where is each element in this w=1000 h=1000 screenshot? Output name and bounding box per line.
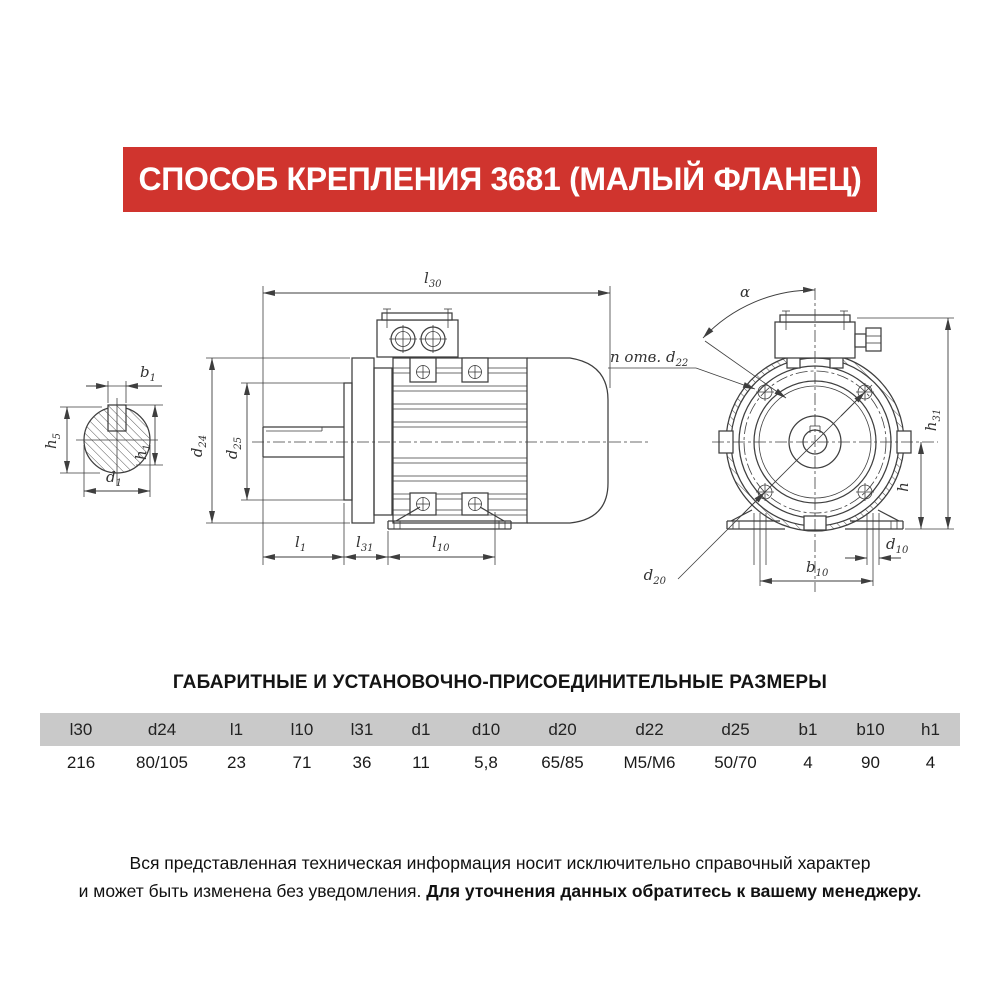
dim-label-d25: $d_{25}$	[223, 436, 244, 460]
table-values-row	[40, 746, 960, 779]
col-header-d20: d20	[521, 713, 604, 746]
fixing-lugs	[410, 358, 488, 515]
dim-label-l30: $l_{30}$	[424, 269, 442, 290]
dim-label-h31: $h_{31}$	[922, 408, 943, 432]
disclaimer-line2-bold: Для уточнения данных обратитесь к вашему менеджеру.	[426, 881, 922, 901]
dim-label-b1: $b_1$	[140, 363, 156, 384]
shaft-section-view	[42, 363, 163, 497]
dim-label-h: h	[894, 482, 912, 492]
value-d1: 11	[412, 752, 430, 772]
value-d22: M5/M6	[623, 752, 676, 772]
value-d24: 80/105	[136, 752, 188, 772]
motor-side-view	[188, 269, 648, 565]
col-header-l31: l31	[333, 713, 391, 746]
value-d10: 5,8	[474, 752, 498, 772]
dim-label-d1: $d_1$	[106, 468, 122, 489]
motor-front-view	[608, 283, 954, 592]
col-header-d10: d10	[451, 713, 521, 746]
dim-label-d10: $d_{10}$	[886, 535, 909, 556]
disclaimer-line1: Вся представленная техническая информация носит исключительно справочный характер	[129, 853, 871, 873]
value-b1: 4	[803, 752, 813, 772]
value-l1: 23	[227, 752, 246, 772]
dimensions-table	[40, 713, 960, 779]
disclaimer-line2: и может быть изменена без уведомления.	[78, 881, 422, 901]
dim-label-h1: $h_1$	[132, 443, 153, 461]
col-header-h1: h1	[901, 713, 960, 746]
value-d25: 50/70	[714, 752, 757, 772]
dim-label-d24: $d_{24}$	[188, 434, 209, 458]
col-header-l1: l1	[202, 713, 271, 746]
value-l31: 36	[352, 752, 372, 772]
value-d20: 65/85	[541, 752, 584, 772]
col-header-d25: d25	[695, 713, 776, 746]
dim-label-l10: $l_{10}$	[432, 533, 450, 554]
dim-label-n-otv-d22: n отв. $d_{22}$	[610, 348, 689, 369]
value-b10: 90	[861, 752, 880, 772]
section-title: ГАБАРИТНЫЕ И УСТАНОВОЧНО-ПРИСОЕДИНИТЕЛЬНЫЕ РАЗМЕРЫ	[172, 672, 828, 693]
col-header-b1: b1	[776, 713, 840, 746]
terminal-box-side	[377, 309, 458, 357]
dim-label-h5: $h_5$	[42, 432, 63, 450]
dim-label-alpha: α	[740, 283, 751, 301]
dim-label-l1: $l_1$	[295, 533, 307, 554]
col-header-l10: l10	[271, 713, 333, 746]
value-h1: 4	[925, 752, 936, 772]
value-l30: 216	[66, 752, 96, 772]
value-l10: 71	[292, 752, 312, 772]
col-header-d24: d24	[122, 713, 202, 746]
dim-label-d20: $d_{20}$	[643, 566, 666, 587]
col-header-d22: d22	[604, 713, 695, 746]
disclaimer	[0, 849, 1000, 905]
table-header-row	[40, 713, 960, 746]
dim-label-b10: $b_{10}$	[806, 558, 829, 579]
col-header-l30: l30	[40, 713, 122, 746]
cable-gland-icon	[855, 334, 866, 347]
col-header-d1: d1	[391, 713, 451, 746]
title-banner-text: СПОСОБ КРЕПЛЕНИЯ 3681 (МАЛЫЙ ФЛАНЕЦ)	[138, 161, 862, 197]
dim-label-l31: $l_{31}$	[356, 533, 374, 554]
col-header-b10: b10	[840, 713, 901, 746]
